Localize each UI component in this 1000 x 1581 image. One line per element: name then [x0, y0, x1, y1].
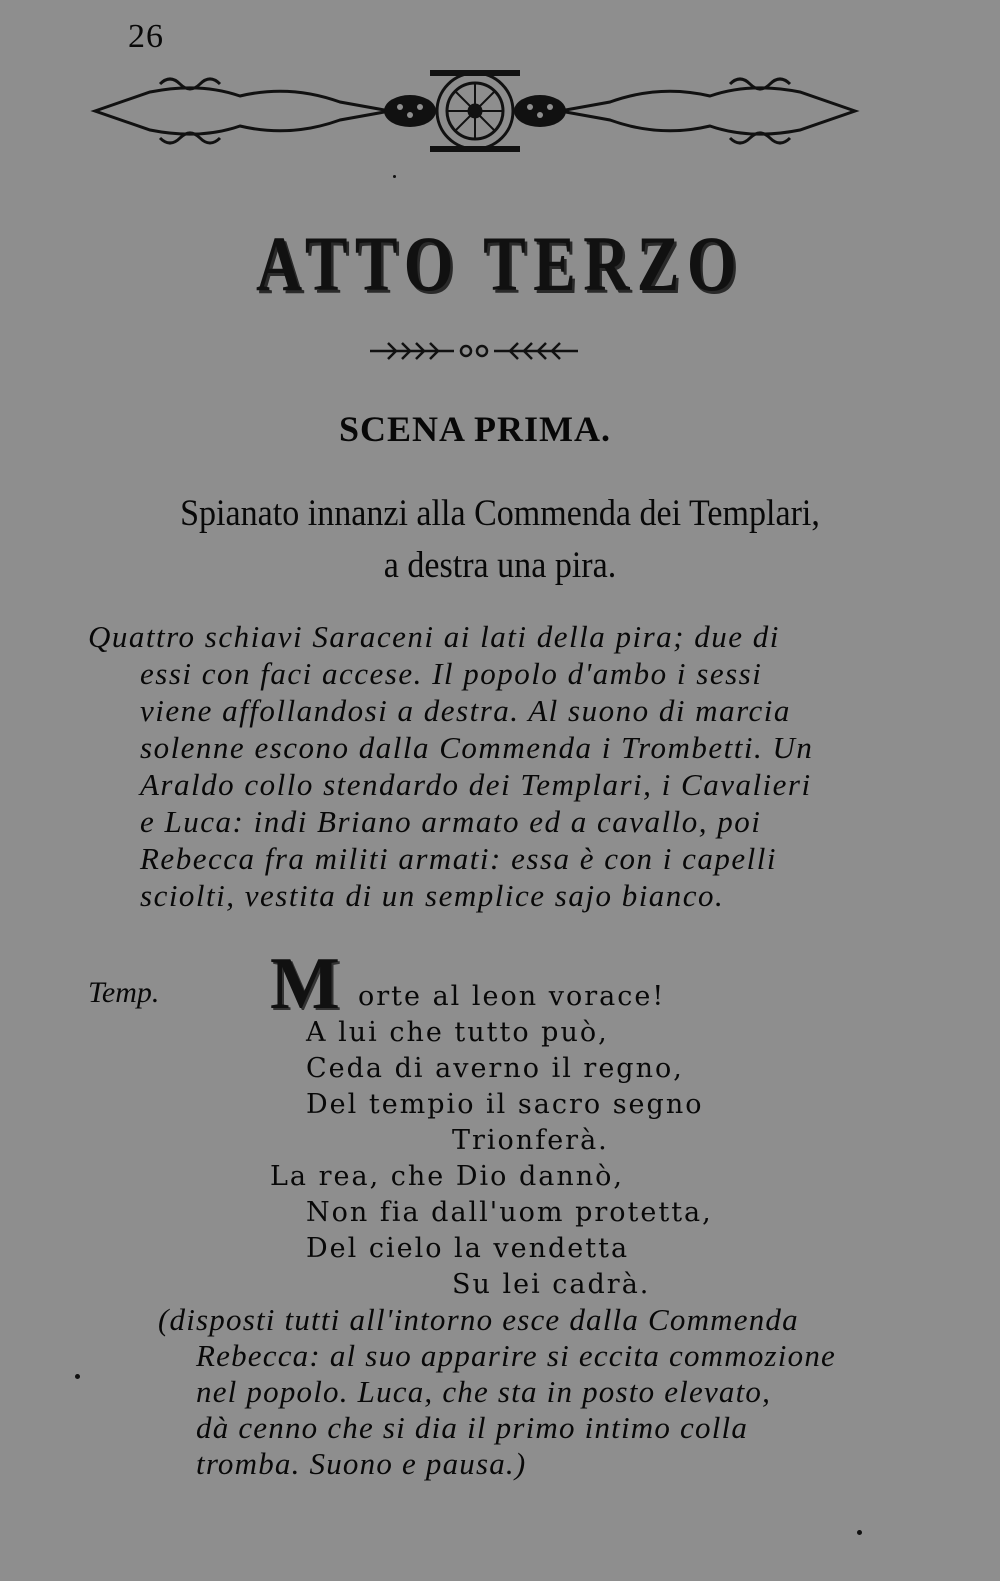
scene-title: SCENA PRIMA.	[338, 409, 611, 449]
ink-speck	[75, 1374, 80, 1379]
verse-line: orte al leon vorace!	[358, 981, 666, 1012]
closing-direction-line: (disposti tutti all'intorno esce dalla Commenda	[158, 1302, 799, 1337]
verse-line: Del cielo la vendetta	[306, 1233, 630, 1264]
verse-line: A lui che tutto può,	[306, 1017, 609, 1048]
verse-line: Ceda di averno il regno,	[306, 1053, 684, 1084]
drop-cap-letter: M	[270, 943, 340, 1025]
act-title: ATTO TERZO	[256, 220, 744, 307]
stage-direction-line: Rebecca fra militi armati: essa è con i capelli	[140, 841, 777, 876]
decorative-divider	[368, 338, 580, 364]
stage-direction-line: essi con faci accese. Il popolo d'ambo i sessi	[140, 656, 763, 691]
speaker-label: Temp.	[88, 976, 160, 1009]
closing-direction-line: Rebecca: al suo apparire si eccita commozione	[196, 1338, 836, 1373]
stage-direction-line: e Luca: indi Briano armato ed a cavallo, poi	[140, 804, 762, 839]
scene-setting	[95, 488, 905, 592]
closing-direction-line: dà cenno che si dia il primo intimo colla	[196, 1410, 749, 1445]
stage-direction	[88, 618, 888, 914]
setting-line: Spianato innanzi alla Commenda dei Templari,	[180, 493, 820, 534]
closing-direction-line: tromba. Suono e pausa.)	[196, 1446, 527, 1481]
verse-line: Del tempio il sacro segno	[306, 1089, 704, 1120]
stage-direction-line: viene affollandosi a destra. Al suono di marcia	[140, 693, 791, 728]
ink-speck	[857, 1530, 862, 1535]
closing-direction-line: nel popolo. Luca, che sta in posto elevato,	[196, 1374, 772, 1409]
verse-line: La rea, che Dio dannò,	[270, 1161, 624, 1192]
page-number: 26	[128, 18, 164, 55]
stage-direction-line: Araldo collo stendardo dei Templari, i Cavalieri	[140, 767, 812, 802]
setting-line: a destra una pira.	[383, 545, 617, 586]
closing-stage-direction	[158, 1302, 898, 1482]
verse-line: Non fia dall'uom protetta,	[306, 1197, 713, 1228]
ink-speck	[393, 175, 396, 178]
stage-direction-line: sciolti, vestita di un semplice sajo bianco.	[140, 878, 725, 913]
decorative-header-ornament	[90, 62, 860, 160]
stage-direction-line: solenne escono dalla Commenda i Trombetti. Un	[140, 730, 814, 765]
stage-direction-line: Quattro schiavi Saraceni ai lati della pira; due di	[88, 619, 780, 654]
verse-line: Trionferà.	[452, 1125, 609, 1156]
verse-line: Su lei cadrà.	[452, 1269, 651, 1300]
